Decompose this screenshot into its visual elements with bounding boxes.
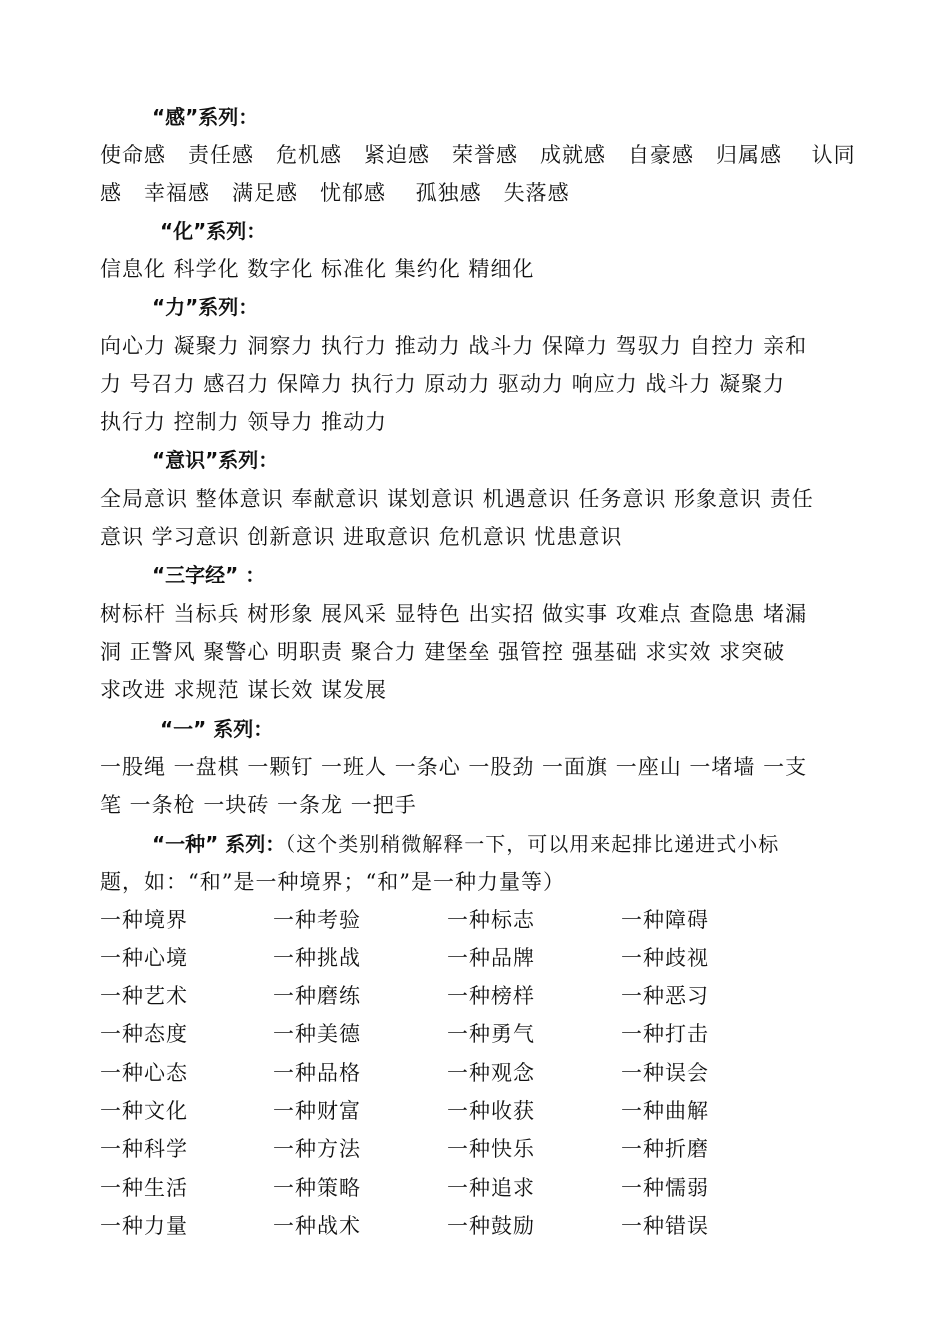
grid-cell: 一种折磨 <box>621 1137 709 1161</box>
section-title-yishi: “意识”系列： <box>152 448 279 472</box>
section-title-li: “力”系列： <box>152 295 259 319</box>
grid-cell: 一种艺术 <box>100 984 188 1008</box>
text-line: 力 号召力 感召力 保障力 执行力 原动力 驱动力 响应力 战斗力 凝聚力 <box>100 372 786 396</box>
grid-cell: 一种战术 <box>273 1214 361 1238</box>
text-line: 执行力 控制力 领导力 推动力 <box>100 410 388 434</box>
section-title-hua: “化”系列： <box>160 219 267 243</box>
grid-cell: 一种误会 <box>621 1061 709 1085</box>
grid-row <box>100 983 860 1009</box>
grid-cell: 一种歧视 <box>621 946 709 970</box>
text-line: 向心力 凝聚力 洞察力 执行力 推动力 战斗力 保障力 驾驭力 自控力 亲和 <box>100 334 808 358</box>
grid-cell: 一种品牌 <box>447 946 535 970</box>
text-line: 树标杆 当标兵 树形象 展风采 显特色 出实招 做实事 攻难点 查隐患 堵漏 <box>100 602 808 626</box>
grid-row <box>100 1175 860 1201</box>
section-note: （这个类别稍微解释一下，可以用来起排比递进式小标 <box>285 832 780 856</box>
grid-cell: 一种勇气 <box>447 1022 535 1046</box>
text-line: 洞 正警风 聚警心 明职责 聚合力 建堡垒 强管控 强基础 求实效 求突破 <box>100 640 786 664</box>
grid-cell: 一种磨练 <box>273 984 361 1008</box>
text-line: 全局意识 整体意识 奉献意识 谋划意识 机遇意识 任务意识 形象意识 责任 <box>100 487 814 511</box>
section-title-yizhong-label: “一种” 系列： <box>152 832 286 856</box>
grid-cell: 一种美德 <box>273 1022 361 1046</box>
grid-cell: 一种障碍 <box>621 908 709 932</box>
text-line: 一股绳 一盘棋 一颗钉 一班人 一条心 一股劲 一面旗 一座山 一堵墙 一支 <box>100 755 808 779</box>
grid-cell: 一种考验 <box>273 908 361 932</box>
grid-cell: 一种打击 <box>621 1022 709 1046</box>
grid-cell: 一种鼓励 <box>447 1214 535 1238</box>
grid-cell: 一种快乐 <box>447 1137 535 1161</box>
text-line: 求改进 求规范 谋长效 谋发展 <box>100 678 388 702</box>
grid-row <box>100 907 860 933</box>
grid-cell: 一种生活 <box>100 1176 188 1200</box>
grid-row <box>100 1060 860 1086</box>
grid-cell: 一种观念 <box>447 1061 535 1085</box>
text-line: 信息化 科学化 数字化 标准化 集约化 精细化 <box>100 257 535 281</box>
grid-cell: 一种错误 <box>621 1214 709 1238</box>
text-line: 感 幸福感 满足感 忧郁感 孤独感 失落感 <box>100 181 570 205</box>
grid-cell: 一种追求 <box>447 1176 535 1200</box>
grid-cell: 一种境界 <box>100 908 188 932</box>
grid-row <box>100 1021 860 1047</box>
grid-cell: 一种挑战 <box>273 946 361 970</box>
grid-cell: 一种方法 <box>273 1137 361 1161</box>
grid-cell: 一种懦弱 <box>621 1176 709 1200</box>
grid-cell: 一种榜样 <box>447 984 535 1008</box>
grid-cell: 一种态度 <box>100 1022 188 1046</box>
grid-row <box>100 945 860 971</box>
section-title-yizhong <box>152 831 779 857</box>
grid-cell: 一种财富 <box>273 1099 361 1123</box>
grid-cell: 一种品格 <box>273 1061 361 1085</box>
grid-row <box>100 1136 860 1162</box>
grid-cell: 一种收获 <box>447 1099 535 1123</box>
grid-cell: 一种策略 <box>273 1176 361 1200</box>
grid-cell: 一种心态 <box>100 1061 188 1085</box>
text-line: 笔 一条枪 一块砖 一条龙 一把手 <box>100 793 417 817</box>
text-line: 题，如：“和”是一种境界；“和”是一种力量等） <box>100 870 565 894</box>
grid-cell: 一种心境 <box>100 946 188 970</box>
grid-cell: 一种力量 <box>100 1214 188 1238</box>
text-line: 意识 学习意识 创新意识 进取意识 危机意识 忧患意识 <box>100 525 623 549</box>
grid-row <box>100 1098 860 1124</box>
grid-cell: 一种科学 <box>100 1137 188 1161</box>
grid-cell: 一种文化 <box>100 1099 188 1123</box>
grid-cell: 一种恶习 <box>621 984 709 1008</box>
text-line: 使命感 责任感 危机感 紧迫感 荣誉感 成就感 自豪感 归属感 认同 <box>100 143 856 167</box>
grid-cell: 一种曲解 <box>621 1099 709 1123</box>
grid-cell: 一种标志 <box>447 908 535 932</box>
grid-row <box>100 1213 860 1239</box>
section-title-sanzijing: “三字经” ： <box>152 563 266 587</box>
section-title-gan: “感”系列： <box>152 105 259 129</box>
section-title-yi: “一” 系列： <box>160 717 274 741</box>
